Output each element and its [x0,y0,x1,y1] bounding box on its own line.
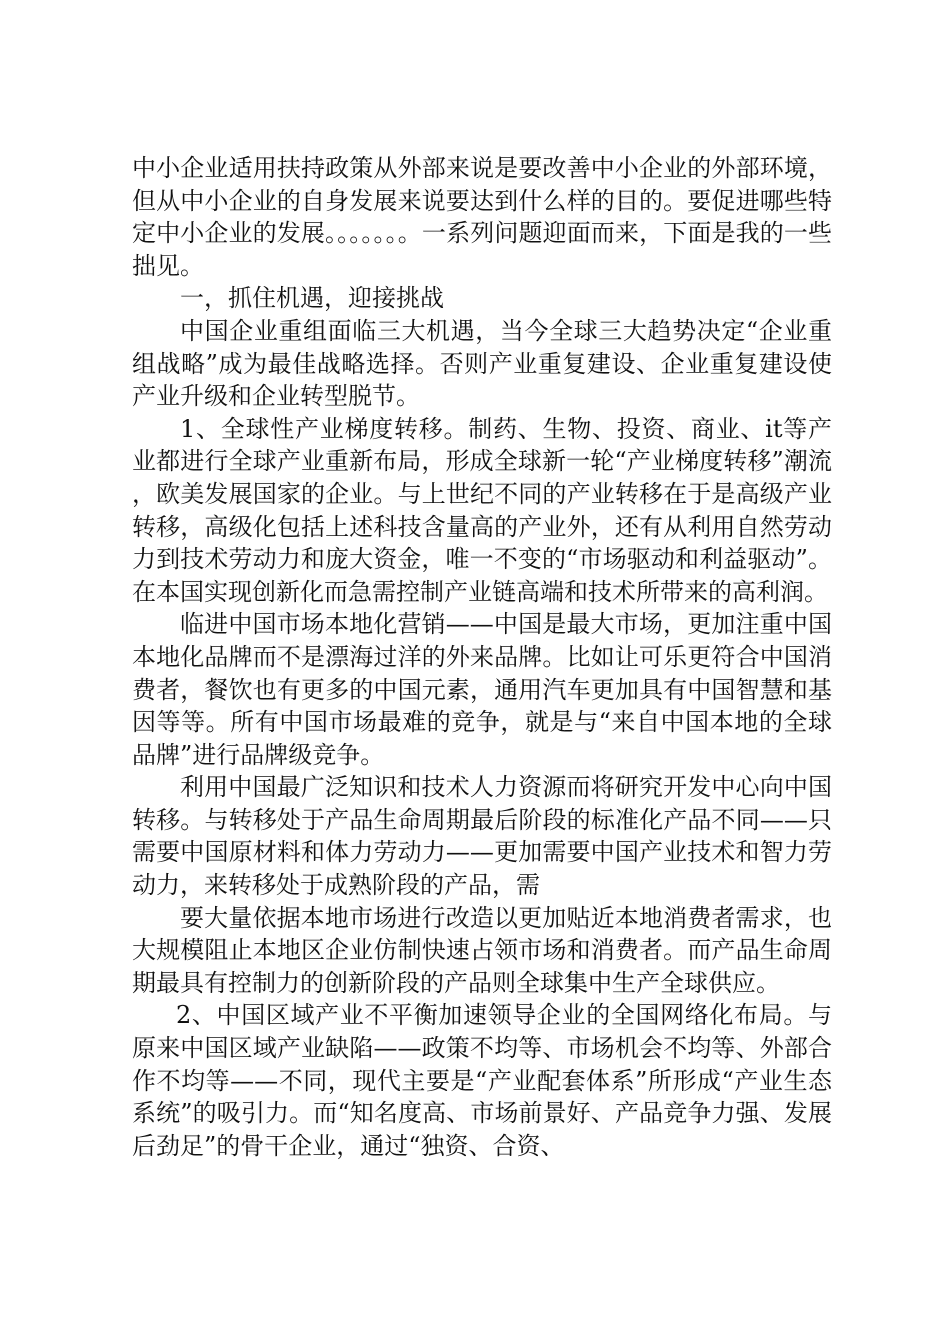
paragraph-intro: 中小企业适用扶持政策从外部来说是要改善中小企业的外部环境，但从中小企业的自身发展来说要达到什么样的目的。要促进哪些特定中小企业的发展。。。。。。。一系列问题迎面而来，下面是我的一些拙见。 [132,154,832,280]
paragraph-localization: 临进中国市场本地化营销——中国是最大市场，更加注重中国本地化品牌而不是漂海过洋的外来品牌。比如让可乐更符合中国消费者，餐饮也有更多的中国元素，通用汽车更加具有中国智慧和基因等等。所有中国市场最难的竞争，就是与“来自中国本地的全球品牌”进行品牌级竞争。 [132,610,832,769]
paragraph-point-2: 2、中国区域产业不平衡加速领导企业的全国网络化布局。与原来中国区域产业缺陷——政策不均等、市场机会不均等、外部合作不均等——不同，现代主要是“产业配套体系”所形成“产业生态系统”的吸引力。而“知名度高、市场前景好、产品竞争力强、发展后劲足”的骨干企业，通过“独资、合资、 [132,1001,832,1160]
paragraph-opportunities: 中国企业重组面临三大机遇，当今全球三大趋势决定“企业重组战略”成为最佳战略选择。否则产业重复建设、企业重复建设使产业升级和企业转型脱节。 [132,316,832,411]
paragraph-point-1: 1、全球性产业梯度转移。制药、生物、投资、商业、it等产业都进行全球产业重新布局，形成全球新一轮“产业梯度转移”潮流，欧美发展国家的企业。与上世纪不同的产业转移在于是高级产业转移，高级化包括上述科技含量高的产业外，还有从利用自然劳动力到技术劳动力和庞大资金，唯一不变的“市场驱动和利益驱动”。在本国实现创新化而急需控制产业链高端和技术所带来的高利润。 [132,414,832,606]
section-heading: 一，抓住机遇，迎接挑战 [180,284,444,313]
document-body [132,152,832,1162]
paragraph-rd-transfer: 利用中国最广泛知识和技术人力资源而将研究开发中心向中国转移。与转移处于产品生命周期最后阶段的标准化产品不同——只需要中国原材料和体力劳动力——更加需要中国产业技术和智力劳动力，来转移处于成熟阶段的产品，需 [132,773,832,900]
paragraph-continuation: 要大量依据本地市场进行改造以更加贴近本地消费者需求，也大规模阻止本地区企业仿制快速占领市场和消费者。而产品生命周期最具有控制力的创新阶段的产品则全球集中生产全球供应。 [132,903,832,997]
